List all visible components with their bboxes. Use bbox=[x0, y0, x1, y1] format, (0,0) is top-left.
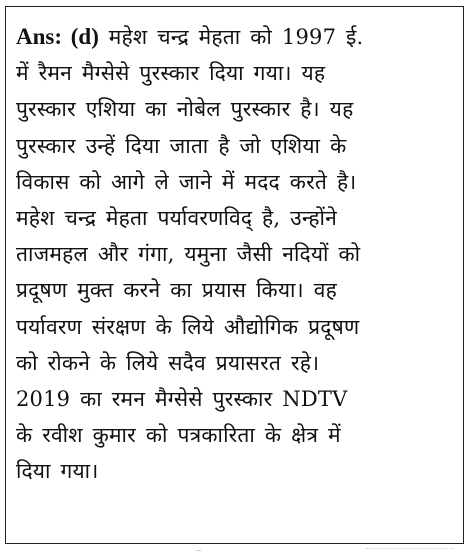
answer-label: Ans: (d) bbox=[16, 24, 99, 49]
answer-line-6: महेश चन्द्र मेहता पर्यावरणविद् है, उन्होंने bbox=[16, 206, 337, 231]
answer-line-5: विकास को आगे ले जाने में मदद करते है। bbox=[16, 169, 357, 194]
answer-line-1-text: महेश चन्द्र मेहता को 1997 ई. bbox=[98, 25, 364, 49]
answer-line-4: पुरस्कार उन्हें दिया जाता है जो एशिया के bbox=[16, 133, 347, 158]
answer-text bbox=[16, 19, 466, 490]
answer-line-12: के रवीश कुमार को पत्रकारिता के क्षेत्र में bbox=[16, 423, 341, 448]
answer-line-2: में रैमन मैग्सेसे पुरस्कार दिया गया। यह bbox=[16, 61, 326, 86]
answer-line-8: प्रदूषण मुक्त करने का प्रयास किया। वह bbox=[16, 278, 337, 303]
answer-line-1 bbox=[16, 19, 466, 55]
answer-line-7: ताजमहल और गंगा, यमुना जैसी नदियों को bbox=[16, 242, 361, 267]
faint-footer-mark bbox=[366, 548, 454, 556]
answer-line-11: 2019 का रमन मैग्सेसे पुरस्कार NDTV bbox=[16, 387, 348, 412]
answer-line-9: पर्यावरण संरक्षण के लिये औद्योगिक प्रदूषण bbox=[16, 314, 360, 339]
page-edge-mark bbox=[196, 550, 201, 556]
answer-line-13: दिया गया। bbox=[16, 459, 99, 484]
answer-line-3: पुरस्कार एशिया का नोबेल पुरस्कार है। यह bbox=[16, 97, 354, 122]
answer-line-10: को रोकने के लिये सदैव प्रयासरत रहे। bbox=[16, 350, 320, 375]
answer-box bbox=[5, 6, 464, 544]
